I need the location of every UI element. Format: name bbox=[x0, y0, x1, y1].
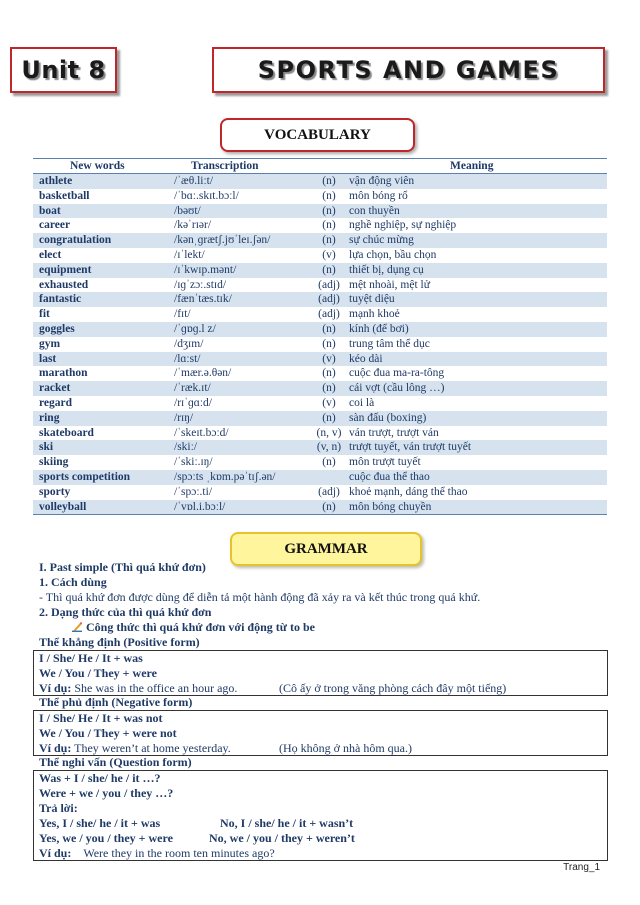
vocab-meaning: con thuyền bbox=[349, 204, 400, 217]
vocab-row bbox=[33, 189, 607, 204]
vocab-word: boat bbox=[39, 204, 61, 217]
positive-line-1: I / She/ He / It + was bbox=[39, 651, 143, 665]
vocab-row bbox=[33, 485, 607, 500]
vocab-part-of-speech: (n) bbox=[322, 337, 336, 350]
positive-form-box bbox=[33, 650, 608, 696]
vocab-transcription: /rɪˈɡɑːd/ bbox=[174, 396, 212, 409]
vocab-part-of-speech: (n) bbox=[322, 189, 336, 202]
vocab-word: regard bbox=[39, 396, 73, 409]
vocab-row bbox=[33, 337, 607, 352]
answer-label: Trả lời: bbox=[39, 801, 78, 815]
column-header-word: New words bbox=[70, 160, 125, 172]
negative-line-2: We / You / They + were not bbox=[39, 726, 177, 740]
vocab-transcription: /ɪˈlekt/ bbox=[174, 248, 205, 261]
vocab-word: volleyball bbox=[39, 500, 87, 513]
example-english: She was in the office an hour ago. bbox=[74, 681, 238, 695]
vocabulary-table-header bbox=[33, 158, 607, 174]
vocab-part-of-speech: (v, n) bbox=[316, 441, 342, 454]
vocabulary-heading: VOCABULARY bbox=[220, 118, 415, 152]
pencil-icon bbox=[72, 621, 82, 632]
vocab-part-of-speech: (n) bbox=[322, 411, 336, 424]
vocab-word: goggles bbox=[39, 322, 75, 335]
unit-label: Unit 8 bbox=[21, 56, 106, 84]
vocab-row bbox=[33, 292, 607, 307]
vocab-word: sporty bbox=[39, 485, 71, 498]
answer-no-2: No, we / you / they + weren’t bbox=[209, 831, 355, 845]
positive-example bbox=[39, 681, 237, 696]
vocab-part-of-speech: (n) bbox=[322, 500, 336, 513]
vocab-transcription: /dʒɪm/ bbox=[174, 337, 204, 350]
vocab-row bbox=[33, 500, 607, 515]
vocab-word: basketball bbox=[39, 189, 90, 202]
vocab-row bbox=[33, 233, 607, 248]
vocab-row bbox=[33, 174, 607, 189]
vocab-meaning: thiết bị, dụng cụ bbox=[349, 263, 424, 276]
column-header-meaning: Meaning bbox=[450, 160, 494, 172]
example-label: Ví dụ: bbox=[39, 681, 72, 695]
vocab-word: exhausted bbox=[39, 278, 89, 291]
vocab-word: equipment bbox=[39, 263, 92, 276]
vocab-part-of-speech: (adj) bbox=[318, 293, 340, 306]
vocab-row bbox=[33, 278, 607, 293]
vocabulary-table bbox=[33, 158, 607, 515]
vocab-transcription: /ˈæθ.liːt/ bbox=[174, 175, 214, 187]
example-english: They weren’t at home yesterday. bbox=[74, 741, 231, 755]
vocab-part-of-speech: (n) bbox=[322, 263, 336, 276]
usage-heading: 1. Cách dùng bbox=[39, 575, 107, 589]
form-heading: 2. Dạng thức của thì quá khứ đơn bbox=[39, 605, 212, 619]
vocab-part-of-speech: (n) bbox=[322, 367, 336, 380]
vocab-meaning: mệt nhoài, mệt lử bbox=[349, 278, 430, 291]
answer-yes-1: Yes, I / she/ he / it + was bbox=[39, 816, 161, 830]
vocab-part-of-speech: (n) bbox=[322, 204, 336, 217]
vocab-row bbox=[33, 352, 607, 367]
unit-label-box bbox=[10, 47, 117, 93]
vocab-meaning: môn trượt tuyết bbox=[349, 456, 421, 469]
vocab-meaning: cuộc đua thể thao bbox=[349, 470, 430, 483]
negative-line-1: I / She/ He / It + was not bbox=[39, 711, 163, 725]
vocab-word: congratulation bbox=[39, 234, 112, 247]
vocab-meaning: sự chúc mừng bbox=[349, 234, 414, 247]
form-subheading bbox=[72, 620, 315, 635]
vocab-transcription: /ˈbɑː.skɪt.bɔːl/ bbox=[174, 189, 239, 202]
question-line-1: Was + I / she/ he / it …? bbox=[39, 771, 161, 785]
vocab-part-of-speech: (n, v) bbox=[316, 426, 342, 439]
vocab-part-of-speech: (n) bbox=[322, 456, 336, 469]
question-form-box bbox=[33, 770, 608, 861]
vocab-word: elect bbox=[39, 248, 62, 261]
vocab-part-of-speech: (adj) bbox=[318, 308, 340, 321]
vocab-row bbox=[33, 263, 607, 278]
vocab-transcription: /ˈvɒl.i.bɔːl/ bbox=[174, 500, 226, 513]
vocab-row bbox=[33, 248, 607, 263]
example-label: Ví dụ: bbox=[39, 846, 72, 860]
positive-line-2: We / You / They + were bbox=[39, 666, 157, 680]
usage-text: - Thì quá khứ đơn được dùng để diễn tả một hành động đã xảy ra và kết thúc trong quá khứ. bbox=[39, 590, 481, 604]
vocab-row bbox=[33, 396, 607, 411]
vocab-word: fit bbox=[39, 308, 50, 321]
vocab-transcription: /bəʊt/ bbox=[174, 204, 201, 217]
question-label: Thể nghi vấn (Question form) bbox=[39, 755, 192, 769]
vocab-transcription: /fɪt/ bbox=[174, 308, 191, 321]
example-label: Ví dụ: bbox=[39, 741, 72, 755]
vocab-transcription: /ˈspɔː.ti/ bbox=[174, 485, 213, 498]
vocab-meaning: sàn đấu (boxing) bbox=[349, 411, 427, 424]
vocab-part-of-speech: (adj) bbox=[318, 278, 340, 291]
vocab-part-of-speech: (n) bbox=[322, 322, 336, 335]
negative-label: Thể phủ định (Negative form) bbox=[39, 695, 193, 709]
vocab-meaning: khoẻ mạnh, dáng thể thao bbox=[349, 485, 468, 498]
vocab-row bbox=[33, 204, 607, 219]
form-subheading-text: Công thức thì quá khứ đơn với động từ to be bbox=[86, 620, 315, 634]
column-header-transcription: Transcription bbox=[191, 160, 259, 172]
question-example bbox=[39, 846, 275, 861]
vocab-meaning: ván trượt, trượt ván bbox=[349, 426, 439, 439]
vocab-meaning: môn bóng rổ bbox=[349, 189, 408, 202]
vocab-transcription: /spɔːts ˌkɒm.pəˈtɪʃ.ən/ bbox=[174, 470, 276, 483]
vocab-word: gym bbox=[39, 337, 61, 350]
vocab-word: skiing bbox=[39, 456, 69, 469]
answer-no-1: No, I / she/ he / it + wasn’t bbox=[220, 816, 354, 830]
vocab-row bbox=[33, 307, 607, 322]
vocab-transcription: /ˈræk.ɪt/ bbox=[174, 382, 211, 395]
vocab-transcription: /ˈmær.ə.θən/ bbox=[174, 367, 232, 380]
vocab-meaning: trượt tuyết, ván trượt tuyết bbox=[349, 441, 472, 454]
positive-example-translation: (Cô ấy ở trong văng phòng cách đây một tiếng) bbox=[279, 681, 507, 695]
vocab-word: sports competition bbox=[39, 470, 131, 483]
vocab-row bbox=[33, 322, 607, 337]
vocab-transcription: /skiː/ bbox=[174, 441, 198, 454]
vocab-meaning: kéo dài bbox=[349, 352, 383, 365]
vocab-transcription: /fænˈtæs.tɪk/ bbox=[174, 293, 232, 306]
vocab-row bbox=[33, 411, 607, 426]
vocab-meaning: nghề nghiệp, sự nghiệp bbox=[349, 219, 457, 232]
vocab-row bbox=[33, 366, 607, 381]
vocab-part-of-speech: (n) bbox=[322, 234, 336, 247]
vocab-transcription: /ˈskeɪt.bɔːd/ bbox=[174, 426, 229, 439]
vocab-meaning: vận động viên bbox=[349, 175, 415, 187]
grammar-heading: GRAMMAR bbox=[230, 532, 422, 566]
vocab-word: ring bbox=[39, 411, 60, 424]
example-english: Were they in the room ten minutes ago? bbox=[83, 846, 275, 860]
vocab-row bbox=[33, 440, 607, 455]
vocab-part-of-speech: (n) bbox=[322, 219, 336, 232]
answer-yes-2: Yes, we / you / they + were bbox=[39, 831, 173, 845]
topic-title: SPORTS AND GAMES bbox=[257, 56, 560, 84]
vocab-transcription: /ɪɡˈzɔː.stɪd/ bbox=[174, 278, 227, 291]
vocab-part-of-speech: (v) bbox=[322, 248, 336, 261]
vocab-part-of-speech: (v) bbox=[322, 396, 336, 409]
vocab-meaning: tuyệt diệu bbox=[349, 293, 395, 306]
vocab-word: last bbox=[39, 352, 57, 365]
vocab-transcription: /kənˌɡrætʃ.jʊˈleɪ.ʃən/ bbox=[174, 234, 271, 247]
question-line-2: Were + we / you / they …? bbox=[39, 786, 174, 800]
vocab-word: racket bbox=[39, 382, 71, 395]
vocab-word: career bbox=[39, 219, 71, 232]
vocab-part-of-speech: (v) bbox=[322, 352, 336, 365]
vocab-word: ski bbox=[39, 441, 54, 454]
vocab-transcription: /rɪŋ/ bbox=[174, 411, 194, 424]
vocab-transcription: /lɑːst/ bbox=[174, 352, 201, 365]
vocab-word: athlete bbox=[39, 175, 73, 187]
vocab-meaning: môn bóng chuyền bbox=[349, 500, 432, 513]
vocab-row bbox=[33, 455, 607, 470]
vocabulary-rows bbox=[33, 174, 607, 515]
section-heading: I. Past simple (Thì quá khứ đơn) bbox=[39, 560, 206, 574]
vocab-word: fantastic bbox=[39, 293, 82, 306]
vocab-row bbox=[33, 218, 607, 233]
vocab-transcription: /ˈɡɒɡ.l z/ bbox=[174, 322, 216, 335]
vocab-transcription: /ɪˈkwɪp.mənt/ bbox=[174, 263, 237, 276]
positive-label: Thể khẳng định (Positive form) bbox=[39, 635, 200, 649]
vocab-row bbox=[33, 381, 607, 396]
vocab-row bbox=[33, 426, 607, 441]
vocab-part-of-speech: (n) bbox=[322, 175, 336, 187]
vocab-part-of-speech: (adj) bbox=[318, 485, 340, 498]
vocab-meaning: coi là bbox=[349, 396, 375, 409]
negative-form-box bbox=[33, 710, 608, 756]
vocab-word: marathon bbox=[39, 367, 88, 380]
vocab-meaning: cuộc đua ma-ra-tông bbox=[349, 367, 445, 380]
vocab-meaning: cái vợt (cầu lông …) bbox=[349, 382, 445, 395]
vocab-part-of-speech: (n) bbox=[322, 382, 336, 395]
vocab-transcription: /kəˈrɪər/ bbox=[174, 219, 212, 232]
vocab-transcription: /ˈskiː.ɪŋ/ bbox=[174, 456, 213, 469]
vocab-meaning: trung tâm thể dục bbox=[349, 337, 430, 350]
vocab-meaning: kính (để bơi) bbox=[349, 322, 409, 335]
page-number: Trang_1 bbox=[563, 862, 600, 873]
negative-example bbox=[39, 741, 231, 756]
vocab-meaning: lựa chọn, bầu chọn bbox=[349, 248, 437, 261]
topic-title-box bbox=[212, 47, 605, 93]
negative-example-translation: (Họ không ở nhà hôm qua.) bbox=[279, 741, 412, 755]
vocab-meaning: mạnh khoẻ bbox=[349, 308, 400, 321]
vocab-word: skateboard bbox=[39, 426, 94, 439]
vocab-row bbox=[33, 470, 607, 485]
